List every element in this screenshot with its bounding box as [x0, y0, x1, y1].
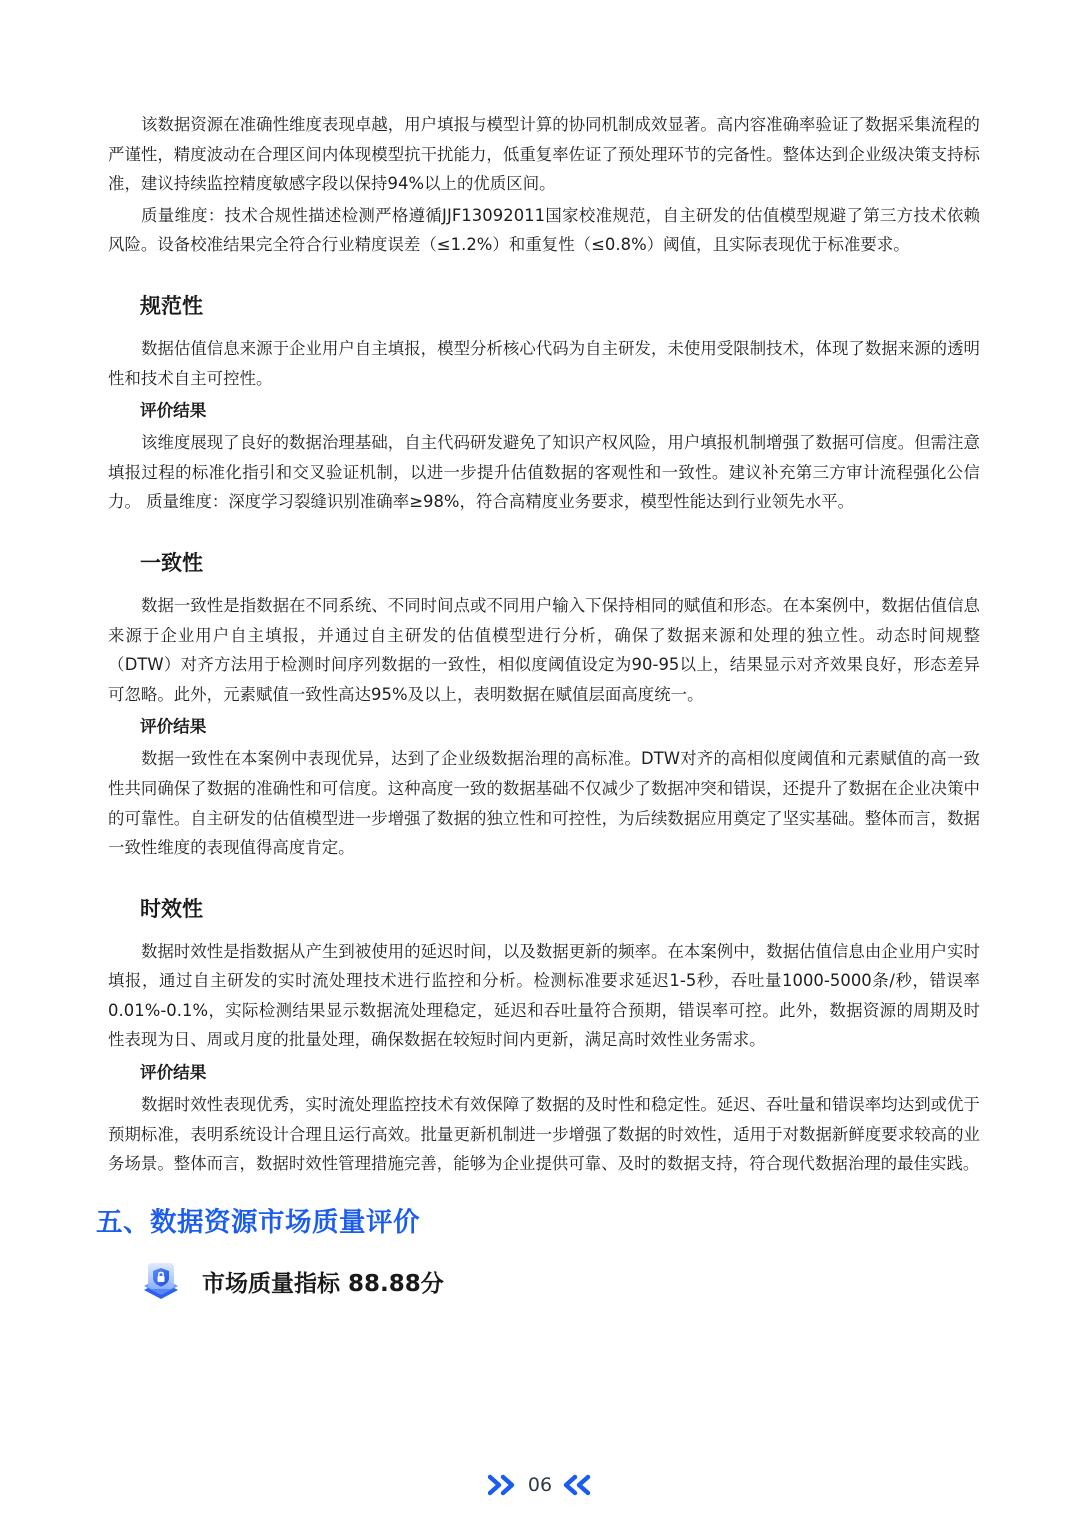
section-title: 一致性 — [140, 550, 203, 575]
paragraph: 数据估值信息来源于企业用户自主填报，模型分析核心代码为自主研发，未使用受限制技术，体现了数据来源的透明性和技术自主可控性。 — [108, 338, 980, 388]
section-consistency — [108, 549, 980, 863]
paragraph: 数据一致性是指数据在不同系统、不同时间点或不同用户输入下保持相同的赋值和形态。在本案例中，数据估值信息来源于企业用户自主填报，并通过自主研发的估值模型进行分析，确保了数据来源和处理的独立性。动态时间规整（DTW）对齐方法用于检测时间序列数据的一致性，相似度阈值设定为90-95以上，结果显示对齐效果良好，形态差异可忽略。此外，元素赋值一致性高达95%及以上，表明数据在赋值层面高度统一。 — [108, 595, 980, 704]
page-number: 06 — [527, 1474, 553, 1496]
paragraph: 质量维度：技术合规性描述检测严格遵循JJF13092011国家校准规范，自主研发的估值模型规避了第三方技术依赖风险。设备校准结果完全符合行业精度误差（≤1.2%）和重复性（≤0.8%）阈值，且实际表现优于标准要求。 — [108, 205, 980, 255]
subsection-title: 评价结果 — [140, 401, 207, 421]
intro-block — [108, 110, 980, 260]
paragraph: 数据一致性在本案例中表现优异，达到了企业级数据治理的高标准。DTW对齐的高相似度阈值和元素赋值的高一致性共同确保了数据的准确性和可信度。这种高度一致的数据基础不仅减少了数据冲突和错误，还提升了数据在企业决策中的可靠性。自主研发的估值模型进一步增强了数据的独立性和可控性，为后续数据应用奠定了坚实基础。整体而言，数据一致性维度的表现值得高度肯定。 — [108, 749, 980, 858]
section-timeliness — [108, 895, 980, 1179]
page-footer — [0, 1470, 1080, 1500]
paragraph: 该维度展现了良好的数据治理基础，自主代码研发避免了知识产权风险，用户填报机制增强了数据可信度。但需注意填报过程的标准化指引和交叉验证机制，以进一步提升估值数据的客观性和一致性。建议补充第三方审计流程强化公信力。 质量维度：深度学习裂缝识别准确率≥98%，符合高精度业务要求，模型性能达到行业领先水平。 — [108, 433, 980, 512]
paragraph: 数据时效性是指数据从产生到被使用的延迟时间，以及数据更新的频率。在本案例中，数据估值信息由企业用户实时填报，通过自主研发的实时流处理技术进行监控和分析。检测标准要求延迟1-5秒，吞吐量1000-5000条/秒，错误率0.01%-0.1%，实际检测结果显示数据流处理稳定，延迟和吞吐量符合预期，错误率可控。此外，数据资源的周期及时性表现为日、周或月度的批量处理，确保数据在较短时间内更新，满足高时效性业务需求。 — [108, 941, 980, 1050]
section-title: 时效性 — [140, 896, 203, 921]
section-title: 规范性 — [140, 293, 203, 318]
paragraph: 数据时效性表现优秀，实时流处理监控技术有效保障了数据的及时性和稳定性。延迟、吞吐量和错误率均达到或优于预期标准，表明系统设计合理且运行高效。批量更新机制进一步增强了数据的时效性，适用于对数据新鲜度要求较高的业务场景。整体而言，数据时效性管理措施完善，能够为企业提供可靠、及时的数据支持，符合现代数据治理的最佳实践。 — [108, 1095, 980, 1174]
double-chevron-right-icon — [488, 1474, 518, 1496]
metric-label: 市场质量指标 — [202, 1271, 340, 1298]
chapter-title: 五、数据资源市场质量评价 — [96, 1206, 420, 1238]
market-quality-metric — [138, 1259, 980, 1305]
subsection-title: 评价结果 — [140, 1063, 207, 1083]
metric-score: 88.88分 — [348, 1271, 444, 1298]
shield-layers-icon — [138, 1259, 184, 1305]
subsection-title: 评价结果 — [140, 717, 207, 737]
section-normative — [108, 292, 980, 517]
page-content — [96, 110, 980, 1305]
paragraph: 该数据资源在准确性维度表现卓越，用户填报与模型计算的协同机制成效显著。高内容准确率验证了数据采集流程的严谨性，精度波动在合理区间内体现模型抗干扰能力，低重复率佐证了预处理环节的完备性。整体达到企业级决策支持标准，建议持续监控精度敏感字段以保持94%以上的优质区间。 — [108, 115, 980, 194]
double-chevron-left-icon — [562, 1474, 592, 1496]
